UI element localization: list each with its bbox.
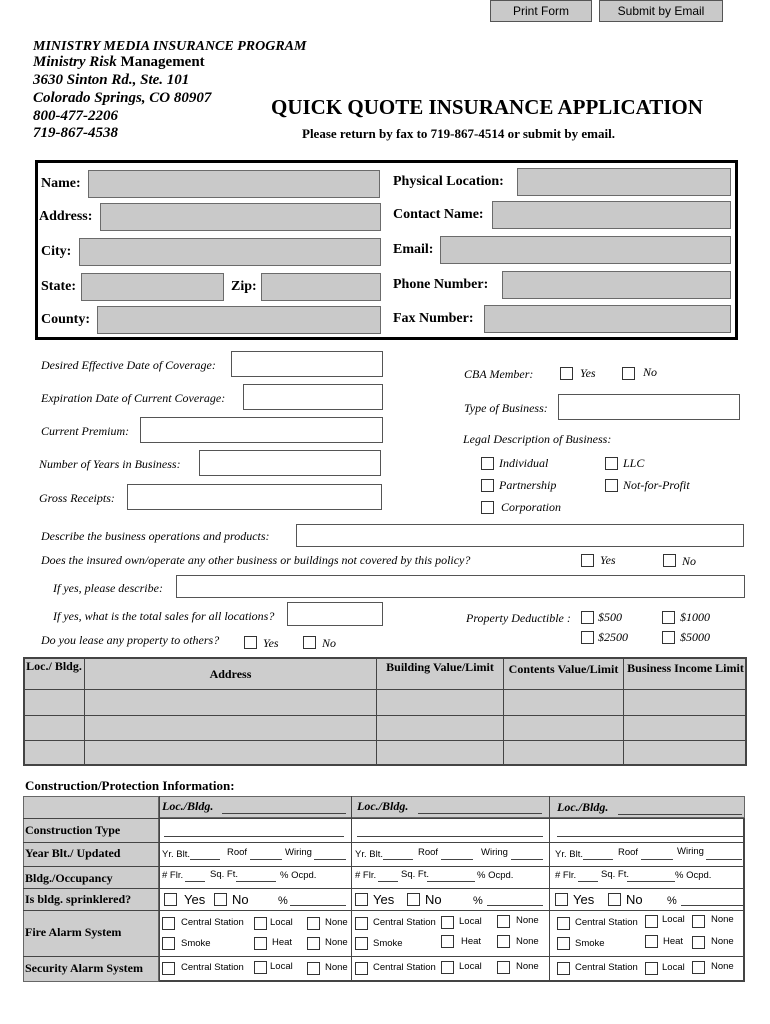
construction-type-line-2[interactable] (357, 836, 543, 837)
zip-label: Zip: (231, 279, 257, 294)
fire-local-checkbox-2[interactable] (441, 916, 454, 929)
fire-central-checkbox-1[interactable] (162, 917, 175, 930)
company-name-part: Ministry Risk (33, 54, 117, 70)
deductible-500-checkbox[interactable] (581, 611, 594, 624)
phone-label: Phone Number: (393, 277, 489, 292)
fire-central-label-3: Central Station (575, 917, 638, 928)
lease-no-label: No (322, 636, 337, 650)
sprinkler-yes-checkbox-3[interactable] (555, 893, 568, 906)
fire-local-checkbox-3[interactable] (645, 915, 658, 928)
current-premium-label: Current Premium: (41, 424, 130, 438)
security-local-checkbox-1[interactable] (254, 961, 267, 974)
deductible-5000-checkbox[interactable] (662, 631, 675, 644)
other-business-yes-label: Yes (600, 553, 616, 567)
years-in-business-label: Number of Years in Business: (39, 457, 181, 471)
current-premium-field[interactable] (140, 417, 383, 443)
loc-bldg-col-3: Loc./Bldg. (557, 800, 609, 814)
security-central-checkbox-3[interactable] (557, 962, 570, 975)
sprinkler-yes-label-3: Yes (573, 892, 595, 907)
legal-description-label: Legal Description of Business: (463, 432, 612, 446)
not-for-profit-label: Not-for-Profit (623, 478, 690, 492)
security-central-checkbox-2[interactable] (355, 962, 368, 975)
fire-heat-checkbox-1[interactable] (254, 937, 267, 950)
security-none-label-2: None (516, 961, 539, 972)
construction-title: Construction/Protection Information: (25, 778, 235, 793)
fire-none-label-1: None (325, 917, 348, 928)
security-local-checkbox-3[interactable] (645, 962, 658, 975)
program-name: MINISTRY MEDIA INSURANCE PROGRAM (33, 39, 307, 54)
email-field[interactable] (440, 236, 731, 264)
years-in-business-field[interactable] (199, 450, 381, 476)
roof-label: Roof (618, 847, 639, 858)
ocpd-label: % Ocpd. (477, 870, 514, 881)
ocpd-label: % Ocpd. (675, 870, 712, 881)
yr-blt-label: Yr. Blt. (555, 849, 583, 860)
yr-blt-label: Yr. Blt. (162, 849, 190, 860)
effective-date-label: Desired Effective Date of Coverage: (41, 358, 216, 372)
security-central-label-2: Central Station (373, 962, 436, 973)
deductible-5000-label: $5000 (680, 630, 710, 644)
phone-2: 719-867-4538 (33, 125, 118, 141)
security-central-label-3: Central Station (575, 962, 638, 973)
fire-none-checkbox-1[interactable] (307, 917, 320, 930)
fire-smoke-label-1: Smoke (181, 938, 211, 949)
gross-receipts-label: Gross Receipts: (39, 491, 115, 505)
describe-operations-label: Describe the business operations and products: (41, 529, 270, 543)
flr-label: # Flr. (555, 870, 577, 881)
if-yes-describe-label: If yes, please describe: (53, 581, 163, 595)
expiration-date-field[interactable] (243, 384, 383, 410)
city-address: Colorado Springs, CO 80907 (33, 90, 212, 106)
security-none-checkbox-3[interactable] (692, 961, 705, 974)
fire-none2-label-1: None (325, 937, 348, 948)
loc-bldg-col-1: Loc./Bldg. (162, 799, 214, 813)
sprinkler-pct-label-3: % (667, 895, 677, 907)
security-alarm-label: Security Alarm System (25, 961, 143, 975)
business-income-header: Business Income Limit (627, 661, 744, 675)
sprinkler-yes-checkbox-1[interactable] (164, 893, 177, 906)
other-business-no-label: No (682, 554, 697, 568)
fire-smoke-checkbox-1[interactable] (162, 937, 175, 950)
contents-value-header: Contents Value/Limit (508, 662, 619, 676)
cba-no-label: No (643, 365, 658, 379)
fire-local-label-3: Local (662, 914, 685, 925)
roof-label: Roof (418, 847, 439, 858)
year-built-label: Year Blt./ Updated (25, 846, 121, 860)
building-value-header: Building Value/Limit (386, 660, 494, 674)
physical-location-label: Physical Location: (393, 174, 504, 189)
sprinkler-no-checkbox-2[interactable] (407, 893, 420, 906)
if-yes-describe-field[interactable] (176, 575, 745, 598)
sprinkler-yes-label-1: Yes (184, 892, 206, 907)
sprinkler-pct-label-2: % (473, 895, 483, 907)
security-local-label-2: Local (459, 961, 482, 972)
total-sales-field[interactable] (287, 602, 383, 626)
security-none-label-3: None (711, 961, 734, 972)
construction-type-line-1[interactable] (164, 836, 344, 837)
bldg-occupancy-label: Bldg./Occupancy (25, 871, 113, 885)
cba-member-label: CBA Member: (464, 367, 534, 381)
describe-operations-field[interactable] (296, 524, 744, 547)
phone-1: 800-477-2206 (33, 108, 118, 124)
lease-label: Do you lease any property to others? (41, 633, 220, 647)
state-label: State: (41, 279, 76, 294)
fire-none2-label-2: None (516, 936, 539, 947)
lease-yes-checkbox[interactable] (244, 636, 257, 649)
cba-no-checkbox[interactable] (622, 367, 635, 380)
company-name (33, 54, 205, 71)
expiration-date-label: Expiration Date of Current Coverage: (41, 391, 226, 405)
security-local-checkbox-2[interactable] (441, 961, 454, 974)
fire-local-checkbox-1[interactable] (254, 917, 267, 930)
deductible-1000-checkbox[interactable] (662, 611, 675, 624)
form-title: QUICK QUOTE INSURANCE APPLICATION (271, 95, 703, 119)
fire-smoke-checkbox-2[interactable] (355, 937, 368, 950)
individual-label: Individual (499, 456, 549, 470)
cba-yes-checkbox[interactable] (560, 367, 573, 380)
sprinklered-label: Is bldg. sprinklered? (25, 892, 132, 906)
type-of-business-label: Type of Business: (464, 401, 548, 415)
name-label: Name: (41, 176, 81, 191)
gross-receipts-field[interactable] (127, 484, 382, 510)
property-deductible-label: Property Deductible : (466, 611, 571, 625)
flr-label: # Flr. (162, 870, 184, 881)
fire-none-label-3: None (711, 914, 734, 925)
fire-heat-label-1: Heat (272, 937, 293, 948)
fire-none2-label-3: None (711, 936, 734, 947)
partnership-label: Partnership (499, 478, 557, 492)
city-label: City: (41, 244, 72, 259)
partnership-checkbox[interactable] (481, 479, 494, 492)
sprinkler-yes-checkbox-2[interactable] (355, 893, 368, 906)
fire-none-checkbox-3[interactable] (692, 915, 705, 928)
fax-label: Fax Number: (393, 311, 474, 326)
flr-label: # Flr. (355, 870, 377, 881)
contact-name-field[interactable] (492, 201, 731, 229)
security-none-checkbox-2[interactable] (497, 961, 510, 974)
state-field[interactable] (81, 273, 224, 301)
security-none-label-1: None (325, 962, 348, 973)
fax-field[interactable] (484, 305, 731, 333)
phone-field[interactable] (502, 271, 731, 299)
not-for-profit-checkbox[interactable] (605, 479, 618, 492)
physical-location-field[interactable] (517, 168, 731, 196)
fire-local-label-2: Local (459, 916, 482, 927)
roof-label: Roof (227, 847, 248, 858)
lease-yes-label: Yes (263, 636, 279, 650)
contact-name-label: Contact Name: (393, 207, 484, 222)
sprinkler-yes-label-2: Yes (373, 892, 395, 907)
security-local-label-3: Local (662, 962, 685, 973)
llc-label: LLC (623, 456, 645, 470)
county-label: County: (41, 312, 91, 327)
security-none-checkbox-1[interactable] (307, 962, 320, 975)
type-of-business-field[interactable] (558, 394, 740, 420)
loc-bldg-col-2: Loc./Bldg. (357, 799, 409, 813)
print-form-button[interactable]: Print Form (490, 0, 592, 22)
company-name-part: Management (120, 54, 205, 70)
deductible-500-label: $500 (598, 610, 622, 624)
address-field[interactable] (100, 203, 381, 231)
address-header: Address (209, 667, 252, 681)
fire-smoke-label-2: Smoke (373, 938, 403, 949)
llc-checkbox[interactable] (605, 457, 618, 470)
sqft-label: Sq. Ft. (401, 869, 429, 880)
fire-central-label-1: Central Station (181, 917, 244, 928)
deductible-2500-checkbox[interactable] (581, 631, 594, 644)
fire-heat-label-3: Heat (663, 936, 684, 947)
ocpd-label: % Ocpd. (280, 870, 317, 881)
email-label: Email: (393, 242, 434, 257)
fire-heat-label-2: Heat (461, 936, 482, 947)
sprinkler-pct-label-1: % (278, 895, 288, 907)
security-central-checkbox-1[interactable] (162, 962, 175, 975)
fire-heat-checkbox-3[interactable] (645, 935, 658, 948)
construction-type-label: Construction Type (25, 823, 121, 837)
security-local-label-1: Local (270, 961, 293, 972)
lease-no-checkbox[interactable] (303, 636, 316, 649)
submit-by-email-button[interactable]: Submit by Email (599, 0, 723, 22)
sqft-label: Sq. Ft. (601, 869, 629, 880)
fire-heat-checkbox-2[interactable] (441, 935, 454, 948)
county-field[interactable] (97, 306, 381, 334)
wiring-label: Wiring (677, 846, 704, 857)
effective-date-field[interactable] (231, 351, 383, 377)
address-label: Address: (39, 209, 93, 224)
name-field[interactable] (88, 170, 380, 198)
fire-none2-checkbox-1[interactable] (307, 937, 320, 950)
street-address: 3630 Sinton Rd., Ste. 101 (33, 72, 190, 88)
sprinkler-no-label-1: No (232, 892, 249, 907)
deductible-1000-label: $1000 (680, 610, 710, 624)
other-business-no-checkbox[interactable] (663, 554, 676, 567)
cba-yes-label: Yes (580, 366, 596, 380)
sprinkler-no-label-2: No (425, 892, 442, 907)
construction-type-line-3[interactable] (557, 836, 743, 837)
other-business-yes-checkbox[interactable] (581, 554, 594, 567)
city-field[interactable] (79, 238, 381, 266)
yr-blt-label: Yr. Blt. (355, 849, 383, 860)
fire-smoke-label-3: Smoke (575, 938, 605, 949)
sqft-label: Sq. Ft. (210, 869, 238, 880)
fire-none2-checkbox-2[interactable] (497, 935, 510, 948)
corporation-label: Corporation (501, 500, 562, 514)
wiring-label: Wiring (481, 847, 508, 858)
fire-none2-checkbox-3[interactable] (692, 936, 705, 949)
sprinkler-no-label-3: No (626, 892, 643, 907)
fire-central-checkbox-2[interactable] (355, 917, 368, 930)
form-subtitle: Please return by fax to 719-867-4514 or submit by email. (302, 126, 615, 141)
zip-field[interactable] (261, 273, 381, 301)
fire-none-checkbox-2[interactable] (497, 915, 510, 928)
corporation-checkbox[interactable] (481, 501, 494, 514)
loc-bldg-header: Loc./ Bldg. (26, 659, 82, 673)
sprinkler-no-checkbox-3[interactable] (608, 893, 621, 906)
sprinkler-no-checkbox-1[interactable] (214, 893, 227, 906)
individual-checkbox[interactable] (481, 457, 494, 470)
security-central-label-1: Central Station (181, 962, 244, 973)
wiring-label: Wiring (285, 847, 312, 858)
total-sales-label: If yes, what is the total sales for all locations? (53, 609, 275, 623)
fire-central-checkbox-3[interactable] (557, 917, 570, 930)
fire-none-label-2: None (516, 915, 539, 926)
other-business-label: Does the insured own/operate any other business or buildings not covered by this policy? (41, 553, 471, 567)
fire-smoke-checkbox-3[interactable] (557, 937, 570, 950)
fire-central-label-2: Central Station (373, 917, 436, 928)
fire-alarm-label: Fire Alarm System (25, 925, 122, 939)
deductible-2500-label: $2500 (598, 630, 628, 644)
fire-local-label-1: Local (270, 917, 293, 928)
